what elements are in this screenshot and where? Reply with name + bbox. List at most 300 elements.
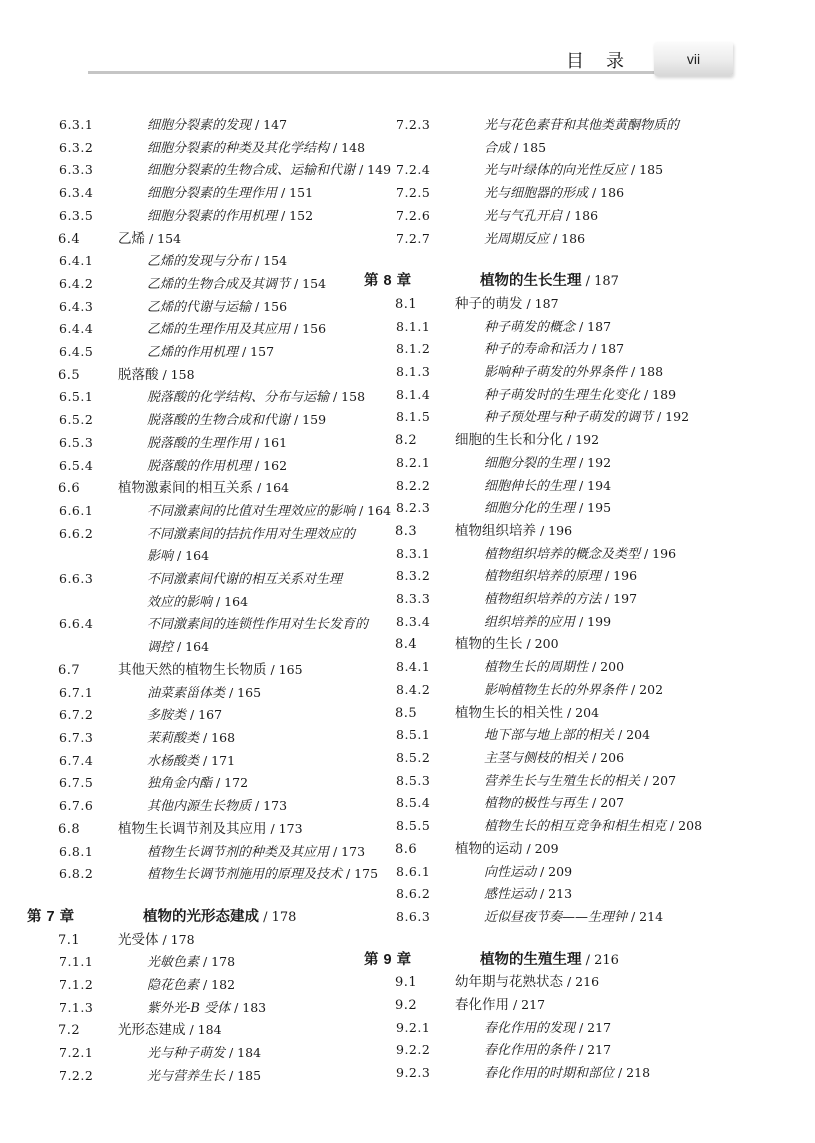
toc-entry-subsection	[396, 452, 754, 475]
toc-entry-page-number: / 217	[509, 997, 546, 1013]
toc-entry-subsection	[396, 497, 754, 520]
toc-entry-subsection	[59, 432, 417, 455]
toc-entry-subsection	[396, 475, 754, 498]
toc-entry-section	[395, 702, 754, 725]
toc-entry-title: 光周期反应	[484, 231, 550, 247]
toc-entry-number: 8.3.2	[396, 568, 431, 584]
toc-entry-page-number: / 173	[266, 820, 303, 836]
toc-entry-title: 植物的生长	[455, 636, 523, 652]
toc-entry-subsection	[396, 861, 754, 884]
toc-entry-title: 不同激素间的连锁性作用对生长发育的	[147, 617, 369, 633]
toc-entry-title: 隐花色素	[147, 978, 200, 994]
toc-left-column	[27, 114, 417, 1088]
toc-entry-page-number: / 159	[290, 412, 327, 428]
toc-entry-number: 6.4.3	[59, 298, 94, 314]
toc-entry-page-number: / 185	[225, 1067, 262, 1083]
toc-entry-title: 不同激素间代谢的相互关系对生理	[147, 572, 343, 588]
toc-entry-number: 8.5.5	[396, 818, 431, 834]
toc-entry-number: 7.2.7	[396, 230, 431, 246]
toc-entry-subsection	[59, 568, 417, 613]
toc-entry-page-number: / 178	[259, 909, 297, 925]
toc-entry-page-number: / 182	[199, 977, 236, 993]
toc-entry-page-number: / 185	[510, 139, 547, 155]
toc-entry-title: 种子预处理与种子萌发的调节	[484, 410, 654, 426]
toc-entry-page-number: / 184	[185, 1022, 222, 1038]
toc-entry-page-number: / 184	[225, 1045, 262, 1061]
toc-entry-page-number: / 207	[640, 772, 677, 788]
toc-entry-number: 7.2.1	[59, 1045, 94, 1061]
toc-entry-number: 8.4	[395, 637, 418, 653]
toc-entry-section	[58, 364, 417, 387]
toc-entry-page-number: / 156	[251, 298, 288, 314]
toc-entry-subsection	[396, 1039, 754, 1062]
toc-entry-title: 植物组织培养的概念及类型	[484, 546, 641, 562]
toc-entry-subsection	[59, 523, 417, 568]
toc-entry-subsection	[59, 182, 417, 205]
toc-entry-page-number: / 173	[251, 798, 288, 814]
toc-entry-number: 7.2.5	[396, 185, 431, 201]
toc-entry-page-number: / 178	[199, 954, 236, 970]
toc-entry-title-continuation: 调控	[147, 640, 174, 656]
toc-entry-page-number: / 152	[277, 207, 314, 223]
toc-entry-page-number: / 185	[627, 162, 664, 178]
toc-entry-number: 第 8 章	[364, 273, 412, 290]
toc-entry-subsection	[396, 406, 754, 429]
toc-entry-title-continuation: 效应的影响	[147, 594, 213, 610]
toc-entry-number: 6.7.6	[59, 798, 94, 814]
toc-entry-section	[395, 429, 754, 452]
toc-entry-number: 6.5	[58, 367, 81, 383]
toc-entry-section	[395, 971, 754, 994]
toc-entry-subsection	[396, 205, 754, 228]
toc-entry-chapter	[364, 271, 754, 293]
toc-entry-title: 紫外光-B 受体	[147, 1000, 231, 1016]
toc-entry-title: 植物组织培养	[455, 522, 536, 538]
toc-entry-subsection	[59, 250, 417, 273]
toc-entry-title: 组织培养的应用	[484, 614, 576, 630]
toc-entry-page-number: / 204	[614, 727, 651, 743]
toc-entry-number: 7.2	[58, 1023, 81, 1039]
toc-entry-title: 春化作用的发现	[484, 1020, 576, 1036]
toc-entry-title: 感性运动	[484, 887, 537, 903]
toc-entry-subsection	[396, 182, 754, 205]
toc-entry-subsection	[396, 679, 754, 702]
toc-entry-page-number: / 192	[563, 432, 600, 448]
toc-entry-page-number: / 165	[225, 684, 262, 700]
toc-entry-title: 植物生长的相关性	[455, 704, 563, 720]
toc-entry-title: 植物的生长生理	[480, 273, 582, 290]
toc-entry-subsection	[59, 341, 417, 364]
toc-entry-number: 第 7 章	[27, 908, 75, 925]
toc-entry-number: 8.6.3	[396, 908, 431, 924]
toc-entry-section	[58, 659, 417, 682]
toc-entry-number: 8.2.2	[396, 477, 431, 493]
toc-entry-page-number: / 161	[251, 434, 288, 450]
toc-entry-title: 脱落酸的生理作用	[147, 435, 252, 451]
toc-entry-subsection	[396, 316, 754, 339]
toc-entry-subsection	[396, 159, 754, 182]
toc-entry-title: 不同激素间的拮抗作用对生理效应的	[147, 526, 356, 542]
toc-entry-number: 8.2	[395, 433, 418, 449]
toc-entry-title-continuation: 影响	[147, 549, 174, 565]
toc-entry-subsection	[396, 361, 754, 384]
toc-entry-title: 植物生长调节剂施用的原理及技术	[147, 867, 343, 883]
toc-entry-page-number: / 194	[575, 477, 612, 493]
toc-entry-subsection	[396, 384, 754, 407]
toc-entry-number: 7.2.6	[396, 207, 431, 223]
toc-entry-title: 幼年期与花熟状态	[455, 974, 563, 990]
toc-entry-subsection	[396, 792, 754, 815]
toc-entry-title: 细胞分裂素的作用机理	[147, 208, 278, 224]
toc-entry-page-number: / 208	[666, 818, 703, 834]
toc-entry-page-number: / 186	[549, 230, 586, 246]
toc-entry-subsection	[59, 318, 417, 341]
toc-entry-title: 脱落酸的作用机理	[147, 458, 252, 474]
toc-entry-section	[395, 633, 754, 656]
toc-entry-title: 脱落酸的化学结构、分布与运输	[147, 390, 330, 406]
toc-entry-page-number: / 164	[212, 593, 249, 609]
toc-entry-number: 6.7.5	[59, 775, 94, 791]
toc-entry-subsection	[59, 704, 417, 727]
toc-entry-section	[395, 520, 754, 543]
toc-entry-title: 植物的运动	[455, 840, 523, 856]
toc-entry-title: 乙烯的代谢与运输	[147, 299, 252, 315]
toc-entry-title: 不同激素间的比值对生理效应的影响	[147, 503, 356, 519]
toc-entry-page-number: / 200	[522, 636, 559, 652]
toc-entry-subsection	[59, 841, 417, 864]
toc-entry-number: 6.7.2	[59, 707, 94, 723]
toc-entry-subsection	[396, 906, 754, 929]
toc-entry-subsection	[59, 159, 417, 182]
toc-entry-title: 影响植物生长的外界条件	[484, 682, 628, 698]
toc-entry-subsection	[59, 1065, 417, 1088]
toc-entry-subsection	[396, 1017, 754, 1040]
toc-entry-number: 8.5.2	[396, 749, 431, 765]
toc-entry-number: 7.1	[58, 932, 81, 948]
toc-entry-page-number: / 197	[601, 591, 638, 607]
toc-entry-title: 地下部与地上部的相关	[484, 728, 615, 744]
toc-entry-subsection	[59, 682, 417, 705]
toc-entry-page-number: / 167	[186, 707, 223, 723]
toc-entry-page-number: / 162	[251, 457, 288, 473]
toc-entry-subsection	[396, 1062, 754, 1085]
toc-entry-page-number: / 178	[158, 931, 195, 947]
toc-entry-subsection	[59, 137, 417, 160]
toc-entry-title: 乙烯	[118, 230, 145, 246]
toc-entry-number: 6.4	[58, 231, 81, 247]
toc-entry-subsection	[59, 205, 417, 228]
toc-entry-number: 8.6.1	[396, 863, 431, 879]
toc-entry-number: 6.8	[58, 821, 81, 837]
toc-entry-number: 8.1.1	[396, 318, 431, 334]
toc-entry-number: 6.5.2	[59, 412, 94, 428]
toc-entry-number: 6.8.1	[59, 843, 94, 859]
toc-entry-title: 水杨酸类	[147, 753, 200, 769]
toc-entry-title: 独角金内酯	[147, 776, 213, 792]
toc-entry-chapter	[364, 950, 754, 972]
toc-entry-subsection	[396, 565, 754, 588]
toc-entry-title: 主茎与侧枝的相关	[484, 750, 589, 766]
toc-entry-number: 第 9 章	[364, 951, 412, 968]
toc-entry-title: 春化作用的条件	[484, 1043, 576, 1059]
toc-entry-subsection	[396, 543, 754, 566]
toc-entry-number: 8.1.4	[396, 386, 431, 402]
toc-entry-number: 6.5.1	[59, 389, 94, 405]
toc-entry-section	[58, 477, 417, 500]
toc-entry-page-number: / 154	[145, 230, 182, 246]
toc-entry-page-number: / 157	[238, 344, 275, 360]
toc-entry-title: 光受体	[118, 931, 159, 947]
toc-entry-title: 细胞分裂素的种类及其化学结构	[147, 140, 330, 156]
toc-entry-page-number: / 171	[199, 752, 236, 768]
toc-entry-title: 春化作用	[455, 997, 509, 1013]
toc-entry-title: 向性运动	[484, 864, 537, 880]
toc-entry-title: 细胞分裂素的发现	[147, 118, 252, 133]
toc-entry-number: 6.8.2	[59, 866, 94, 882]
toc-entry-title: 脱落酸	[118, 366, 159, 382]
toc-entry-title: 细胞的生长和分化	[455, 432, 563, 448]
toc-entry-number: 6.7.1	[59, 684, 94, 700]
toc-entry-page-number: / 217	[575, 1019, 612, 1035]
toc-entry-title: 光与气孔开启	[484, 208, 563, 224]
toc-entry-section	[395, 838, 754, 861]
toc-entry-number: 8.1.5	[396, 409, 431, 425]
toc-entry-title: 影响种子萌发的外界条件	[484, 365, 628, 381]
toc-entry-page-number: / 187	[581, 274, 619, 290]
toc-entry-subsection	[59, 863, 417, 886]
toc-entry-number: 8.5.4	[396, 795, 431, 811]
toc-entry-page-number: / 172	[212, 775, 249, 791]
toc-entry-subsection	[396, 611, 754, 634]
toc-entry-number: 9.2.3	[396, 1065, 431, 1081]
toc-entry-title: 光敏色素	[147, 955, 200, 971]
toc-entry-subsection	[59, 409, 417, 432]
toc-entry-number: 8.6	[395, 841, 418, 857]
toc-entry-subsection	[59, 386, 417, 409]
toc-entry-number: 6.6	[58, 481, 81, 497]
toc-entry-subsection	[59, 750, 417, 773]
header-rule	[88, 71, 733, 74]
toc-entry-title: 植物组织培养的方法	[484, 592, 602, 608]
toc-entry-page-number: / 209	[536, 863, 573, 879]
toc-entry-page-number: / 156	[290, 321, 327, 337]
toc-entry-title: 乙烯的生理作用及其应用	[147, 322, 291, 338]
toc-entry-number: 7.1.3	[59, 999, 94, 1015]
toc-entry-page-number: / 164	[253, 480, 290, 496]
toc-entry-page-number: / 158	[329, 389, 366, 405]
toc-entry-page-number: / 183	[230, 999, 267, 1015]
toc-entry-page-number: / 199	[575, 613, 612, 629]
toc-entry-page-number: / 196	[601, 568, 638, 584]
toc-entry-number: 8.2.1	[396, 454, 431, 470]
toc-entry-subsection	[59, 795, 417, 818]
toc-entry-page-number: / 189	[640, 386, 677, 402]
toc-entry-number: 6.7.3	[59, 729, 94, 745]
toc-entry-page-number: / 207	[588, 795, 625, 811]
toc-entry-subsection	[396, 656, 754, 679]
toc-entry-number: 6.4.1	[59, 253, 94, 269]
toc-entry-subsection	[396, 114, 754, 159]
toc-entry-title: 细胞分裂的生理	[484, 455, 576, 471]
toc-entry-number: 6.3.4	[59, 185, 94, 201]
toc-entry-page-number: / 192	[575, 454, 612, 470]
toc-entry-subsection	[59, 997, 417, 1020]
toc-entry-section	[58, 228, 417, 251]
toc-entry-title: 细胞分化的生理	[484, 501, 576, 517]
toc-entry-number: 9.1	[395, 975, 418, 991]
toc-entry-number: 7.1.2	[59, 977, 94, 993]
toc-entry-subsection	[59, 296, 417, 319]
toc-entry-page-number: / 147	[251, 117, 288, 132]
toc-entry-page-number: / 164	[173, 639, 210, 655]
toc-entry-title: 其他天然的植物生长物质	[118, 661, 267, 677]
toc-entry-title: 植物的极性与再生	[484, 796, 589, 812]
toc-entry-number: 8.5	[395, 705, 418, 721]
toc-entry-title: 茉莉酸类	[147, 730, 200, 746]
toc-entry-subsection	[396, 747, 754, 770]
toc-entry-page-number: / 204	[563, 704, 600, 720]
toc-entry-title: 乙烯的作用机理	[147, 345, 239, 361]
toc-entry-page-number: / 217	[575, 1042, 612, 1058]
toc-entry-title: 光与叶绿体的向光性反应	[484, 163, 628, 179]
toc-entry-title: 光与细胞器的形成	[484, 186, 589, 202]
toc-entry-title: 光与花色素苷和其他类黄酮物质的	[484, 118, 680, 133]
toc-entry-page-number: / 196	[640, 545, 677, 561]
toc-entry-subsection	[59, 500, 417, 523]
toc-entry-number: 8.3.3	[396, 591, 431, 607]
toc-entry-section	[395, 293, 754, 316]
toc-entry-subsection	[396, 770, 754, 793]
toc-entry-number: 7.2.2	[59, 1067, 94, 1083]
toc-entry-title: 植物生长的周期性	[484, 660, 589, 676]
toc-entry-section	[395, 994, 754, 1017]
toc-entry-page-number: / 216	[563, 974, 600, 990]
toc-entry-title: 春化作用的时期和部位	[484, 1066, 615, 1082]
toc-entry-number: 6.6.1	[59, 502, 94, 518]
toc-entry-page-number: / 218	[614, 1065, 651, 1081]
toc-entry-page-number: / 149	[355, 162, 392, 178]
toc-entry-page-number: / 175	[342, 866, 379, 882]
toc-entry-page-number: / 187	[588, 341, 625, 357]
toc-entry-number: 8.4.1	[396, 659, 431, 675]
toc-entry-subsection	[396, 338, 754, 361]
toc-entry-subsection	[59, 114, 417, 137]
toc-entry-page-number: / 186	[562, 207, 599, 223]
toc-entry-number: 6.4.5	[59, 344, 94, 360]
toc-entry-subsection	[59, 455, 417, 478]
toc-entry-subsection	[59, 772, 417, 795]
toc-entry-number: 6.5.3	[59, 434, 94, 450]
toc-entry-number: 6.7	[58, 662, 81, 678]
toc-entry-title: 光形态建成	[118, 1022, 186, 1038]
toc-entry-title: 近似昼夜节奏——生理钟	[484, 909, 628, 925]
toc-entry-page-number: / 154	[251, 253, 288, 269]
toc-entry-title: 种子的萌发	[455, 295, 523, 311]
toc-entry-page-number: / 192	[653, 409, 690, 425]
toc-entry-title-continuation: 合成	[484, 140, 511, 156]
toc-entry-page-number: / 164	[173, 548, 210, 564]
toc-entry-page-number: / 165	[266, 661, 303, 677]
toc-entry-title: 种子萌发时的生理生化变化	[484, 387, 641, 403]
toc-entry-title: 种子萌发的概念	[484, 319, 576, 335]
toc-entry-number: 6.3.1	[59, 117, 94, 132]
toc-entry-page-number: / 214	[627, 908, 664, 924]
toc-entry-number: 9.2	[395, 998, 418, 1014]
toc-entry-number: 7.1.1	[59, 954, 94, 970]
toc-entry-number: 8.5.1	[396, 727, 431, 743]
toc-entry-number: 8.1	[395, 296, 418, 312]
toc-entry-page-number: / 173	[329, 843, 366, 859]
toc-entry-number: 6.4.2	[59, 275, 94, 291]
toc-entry-title: 细胞伸长的生理	[484, 478, 576, 494]
toc-entry-subsection	[396, 228, 754, 251]
toc-entry-number: 7.2.3	[396, 117, 431, 132]
toc-entry-subsection	[396, 588, 754, 611]
page-header-title: 目 录	[566, 51, 626, 71]
toc-entry-page-number: / 213	[536, 886, 573, 902]
toc-entry-title: 乙烯的发现与分布	[147, 254, 252, 270]
toc-entry-number: 6.3.2	[59, 139, 94, 155]
toc-entry-page-number: / 216	[581, 952, 619, 968]
toc-entry-title: 植物激素间的相互关系	[118, 480, 253, 496]
toc-entry-page-number: / 187	[575, 318, 612, 334]
toc-entry-title: 油菜素甾体类	[147, 685, 226, 701]
toc-entry-page-number: / 196	[536, 522, 573, 538]
toc-entry-number: 8.2.3	[396, 500, 431, 516]
toc-entry-number: 9.2.1	[396, 1019, 431, 1035]
toc-entry-title: 植物生长的相互竞争和相生相克	[484, 819, 667, 835]
toc-entry-number: 6.4.4	[59, 321, 94, 337]
toc-entry-number: 6.3.5	[59, 207, 94, 223]
toc-entry-number: 8.5.3	[396, 772, 431, 788]
toc-entry-title: 光与种子萌发	[147, 1046, 226, 1062]
toc-entry-number: 6.6.2	[59, 525, 94, 541]
toc-entry-number: 8.4.2	[396, 681, 431, 697]
toc-entry-page-number: / 195	[575, 500, 612, 516]
toc-entry-page-number: / 186	[588, 185, 625, 201]
toc-entry-page-number: / 164	[355, 502, 392, 518]
toc-entry-number: 8.1.2	[396, 341, 431, 357]
toc-entry-number: 8.1.3	[396, 364, 431, 380]
toc-entry-title: 植物的生殖生理	[480, 951, 582, 968]
toc-entry-section	[58, 818, 417, 841]
toc-entry-title: 细胞分裂素的生理作用	[147, 186, 278, 202]
toc-entry-subsection	[396, 724, 754, 747]
toc-entry-number: 8.3.4	[396, 613, 431, 629]
toc-entry-subsection	[396, 815, 754, 838]
toc-entry-page-number: / 148	[329, 139, 366, 155]
toc-entry-subsection	[59, 613, 417, 658]
toc-entry-page-number: / 188	[627, 364, 664, 380]
toc-entry-subsection	[59, 1042, 417, 1065]
toc-entry-title: 多胺类	[147, 708, 187, 724]
toc-entry-page-number: / 168	[199, 729, 236, 745]
toc-entry-title: 光与营养生长	[147, 1068, 226, 1084]
toc-entry-number: 8.6.2	[396, 886, 431, 902]
toc-entry-chapter	[27, 907, 417, 929]
toc-entry-page-number: / 209	[522, 840, 559, 856]
toc-entry-number: 6.5.4	[59, 457, 94, 473]
toc-entry-number: 9.2.2	[396, 1042, 431, 1058]
page-number-tab	[654, 42, 733, 76]
toc-entry-section	[58, 929, 417, 952]
toc-entry-number: 7.2.4	[396, 162, 431, 178]
toc-entry-title: 种子的寿命和活力	[484, 342, 589, 358]
toc-entry-number: 6.6.3	[59, 571, 94, 587]
toc-entry-title: 植物组织培养的原理	[484, 569, 602, 585]
toc-entry-page-number: / 158	[158, 366, 195, 382]
toc-entry-number: 6.6.4	[59, 616, 94, 632]
